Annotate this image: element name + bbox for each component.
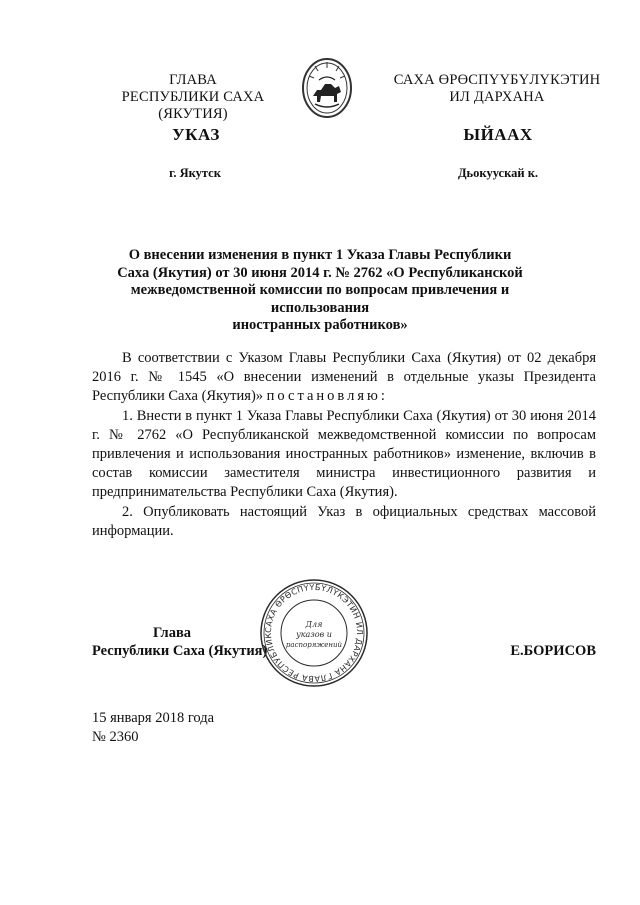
header-right-line2: ИЛ ДАРХАНА	[449, 89, 545, 105]
signature-position-line2: Республики Саха (Якутия)	[92, 643, 268, 659]
decree-word: постановляю	[266, 388, 381, 405]
doc-type-sakha: ЫЙААХ	[463, 125, 533, 144]
stamp-ring-text: САХА ӨРӨСПҮҮБҮЛҮКЭТИН ИЛ ДАРХАНА ГЛАВА РЕСПУБЛИК	[263, 582, 365, 684]
document-number: № 2360	[92, 729, 139, 745]
coat-of-arms-emblem	[301, 56, 353, 125]
title-line1: О внесении изменения в пункт 1 Указа Главы Республики	[128, 247, 512, 263]
header-right	[382, 72, 612, 106]
header-left-line2: РЕСПУБЛИКИ САХА (ЯКУТИЯ)	[121, 89, 265, 122]
official-stamp	[258, 577, 370, 694]
title-line2: Саха (Якутия) от 30 июня 2014 г. № 2762 «О Республиканской	[117, 264, 523, 281]
doc-type-ru: УКАЗ	[172, 125, 220, 144]
preamble-text: В соответствии с Указом Главы Республики Саха (Якутия) от 02 декабря 2016 г. № 1545 «О внесении изменений в отдельные указы Президента Республики Саха (Якутия)»	[92, 350, 596, 405]
stamp-seal-icon	[258, 577, 370, 689]
preamble-end: :	[380, 388, 385, 405]
city-ru: г. Якутск	[169, 166, 221, 180]
signature-position-line1: Глава	[152, 625, 192, 641]
document-title	[80, 247, 560, 335]
title-line3: межведомственной комиссии по вопросам привлечения и использования	[130, 282, 510, 316]
title-line4: иностранных работников»	[232, 317, 408, 333]
stamp-center-line3: распоряжений	[285, 641, 343, 649]
signatory-name: Е.БОРИСОВ	[510, 643, 596, 659]
document-body	[92, 349, 596, 541]
document-date: 15 января 2018 года	[92, 710, 215, 726]
signature-position	[92, 624, 282, 660]
document-footer	[92, 709, 312, 747]
stamp-center-line2: указов и	[296, 630, 332, 639]
item-1-paragraph: 1. Внести в пункт 1 Указа Главы Республики Саха (Якутия) от 30 июня 2014 г. № 2762 «О Республиканской межведомственной комиссии по вопросам привлечения и использования иностранных работников» изменение, включив в состав комиссии заместителя министра инвестиционного развития и предпринимательства Республики Саха (Якутия).	[92, 407, 596, 501]
header-left	[88, 72, 298, 123]
stamp-center-line1: Для	[305, 620, 323, 629]
preamble-paragraph	[92, 349, 596, 407]
emblem-icon	[301, 56, 353, 120]
city-sakha: Дьокуускай к.	[457, 166, 539, 180]
header-left-line1: ГЛАВА	[169, 72, 217, 88]
item-2-paragraph: 2. Опубликовать настоящий Указ в официальных средствах массовой информации.	[92, 503, 596, 539]
header-right-line1: САХА ӨРӨСПҮҮБҮЛҮКЭТИН	[393, 72, 601, 88]
